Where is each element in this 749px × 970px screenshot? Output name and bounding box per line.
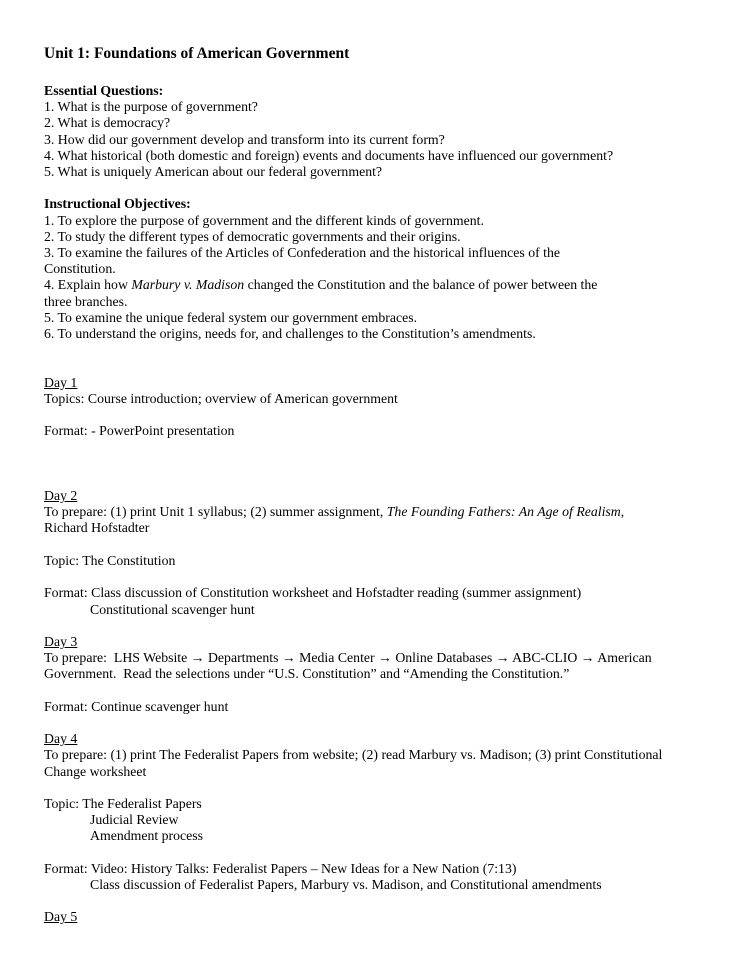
text-line (44, 245, 719, 261)
text-line (44, 294, 719, 310)
section-heading: Instructional Objectives: (44, 196, 191, 212)
text-line (44, 602, 719, 618)
day-heading (44, 731, 719, 747)
day-heading-label: Day 1 (44, 374, 78, 390)
day-heading-label: Day 4 (44, 731, 78, 747)
blank-line (44, 780, 719, 796)
text-segment: To prepare: (1) print Unit 1 syllabus; (2) summer assignment, (44, 504, 387, 520)
blank-line (44, 407, 719, 423)
blank-line (44, 456, 719, 472)
text-segment: Format: Class discussion of Constitution worksheet and Hofstadter reading (summer assignment) (44, 585, 582, 601)
day-heading-label: Day 5 (44, 909, 78, 925)
text-segment: Constitutional scavenger hunt (90, 601, 255, 617)
text-line (44, 877, 719, 893)
blank-line (44, 618, 719, 634)
text-segment: Change worksheet (44, 763, 147, 779)
day-heading (44, 488, 719, 504)
text-segment: To prepare: (1) print The Federalist Papers from website; (2) read Marbury vs. Madison; (3) print Constitutional (44, 747, 663, 763)
text-line (44, 229, 719, 245)
text-line (44, 326, 719, 342)
blank-line (44, 845, 719, 861)
blank-line (44, 472, 719, 488)
document-title: Unit 1: Foundations of American Government (44, 45, 350, 62)
day-heading (44, 375, 719, 391)
blank-line (44, 569, 719, 585)
text-segment: Class discussion of Federalist Papers, Marbury vs. Madison, and Constitutional amendments (90, 876, 602, 892)
text-segment: 4. Explain how (44, 277, 132, 293)
text-line (44, 310, 719, 326)
text-segment: 5. To examine the unique federal system our government embraces. (44, 309, 418, 325)
day-heading-label: Day 3 (44, 633, 78, 649)
day-heading-label: Day 2 (44, 488, 78, 504)
text-line (44, 828, 719, 844)
italic-text: The Founding Fathers: An Age of Realism (386, 504, 621, 520)
text-segment: 2. What is democracy? (44, 115, 171, 131)
text-segment: Topic: The Federalist Papers (44, 795, 202, 811)
section-heading: Essential Questions: (44, 83, 164, 98)
text-line (44, 261, 719, 277)
text-line (44, 99, 719, 115)
text-line (44, 764, 719, 780)
text-line (44, 391, 719, 407)
text-segment: 3. How did our government develop and transform into its current form? (44, 131, 445, 147)
text-line (44, 650, 719, 666)
blank-line (44, 342, 719, 358)
blank-line (44, 715, 719, 731)
blank-line (44, 180, 719, 196)
text-line (44, 423, 719, 439)
italic-text: Marbury v. Madison (131, 277, 245, 293)
text-line (44, 747, 719, 763)
blank-line (44, 683, 719, 699)
text-line (44, 132, 719, 148)
blank-line (44, 358, 719, 374)
text-line (44, 504, 719, 520)
text-segment: 2. To study the different types of democratic governments and their origins. (44, 228, 461, 244)
text-segment: Topic: The Constitution (44, 552, 176, 568)
text-segment: , (620, 504, 625, 520)
text-segment: Format: - PowerPoint presentation (44, 423, 235, 439)
text-segment: To prepare: LHS Website → Departments → Media Center → Online Databases → ABC-CLIO → American (44, 650, 652, 666)
text-line (44, 666, 719, 682)
text-segment: Government. Read the selections under “U.S. Constitution” and “Amending the Constitution.” (44, 666, 570, 682)
text-segment: 4. What historical (both domestic and foreign) events and documents have influenced our government? (44, 147, 614, 163)
text-line (44, 585, 719, 601)
text-segment: Richard Hofstadter (44, 520, 150, 536)
text-line (44, 213, 719, 229)
text-line (44, 796, 719, 812)
day-heading (44, 634, 719, 650)
text-line (44, 277, 719, 293)
text-segment: Constitution. (44, 261, 116, 277)
text-line (44, 699, 719, 715)
day-heading (44, 909, 719, 925)
text-segment: 6. To understand the origins, needs for, and challenges to the Constitution’s amendments. (44, 326, 536, 342)
text-segment: Judicial Review (90, 812, 179, 828)
text-line (44, 115, 719, 131)
text-segment: 5. What is uniquely American about our federal government? (44, 164, 383, 180)
text-line (44, 164, 719, 180)
text-line (44, 861, 719, 877)
text-line (44, 553, 719, 569)
text-segment: Topics: Course introduction; overview of American government (44, 390, 398, 406)
text-segment: 3. To examine the failures of the Articles of Confederation and the historical influences of the (44, 245, 560, 261)
text-segment: Amendment process (90, 828, 204, 844)
text-line (44, 812, 719, 828)
text-segment: Format: Video: History Talks: Federalist Papers – New Ideas for a New Nation (7:13) (44, 860, 517, 876)
text-segment: 1. What is the purpose of government? (44, 99, 258, 115)
text-segment: three branches. (44, 293, 128, 309)
text-segment: changed the Constitution and the balance of power between the (244, 277, 598, 293)
text-line (44, 520, 719, 536)
blank-line (44, 439, 719, 455)
blank-line (44, 537, 719, 553)
document-body (44, 83, 719, 926)
text-segment: Format: Continue scavenger hunt (44, 698, 229, 714)
blank-line (44, 893, 719, 909)
document-content (44, 45, 719, 926)
text-segment: 1. To explore the purpose of government and the different kinds of government. (44, 212, 484, 228)
text-line (44, 148, 719, 164)
